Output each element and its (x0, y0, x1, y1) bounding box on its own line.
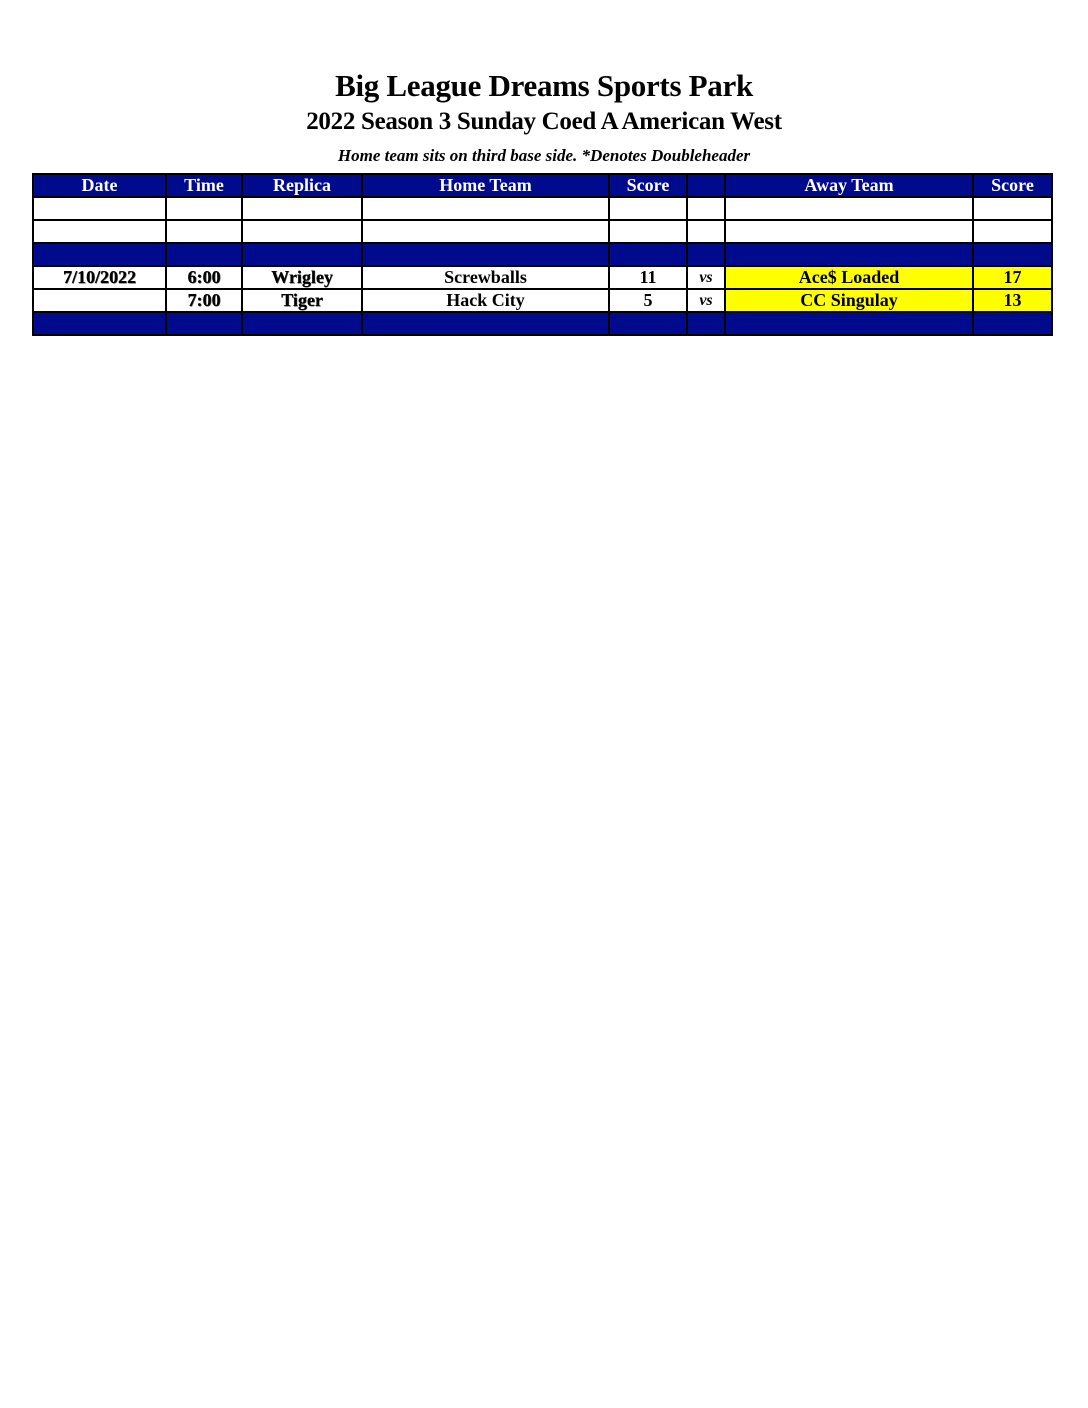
column-header-away-score: Score (973, 174, 1052, 197)
column-header-away-team: Away Team (725, 174, 973, 197)
game-date: 7/10/2022 (33, 266, 166, 289)
game-time: 6:00 (166, 266, 242, 289)
game-row (33, 266, 1052, 289)
empty-row (33, 197, 1052, 220)
column-header-date: Date (33, 174, 166, 197)
separator-row (33, 243, 1052, 266)
home-team: Hack City (362, 289, 609, 312)
column-header-home-score: Score (609, 174, 687, 197)
empty-row (33, 220, 1052, 243)
separator-row (33, 312, 1052, 335)
game-replica: Tiger (242, 289, 362, 312)
home-team: Screwballs (362, 266, 609, 289)
game-time: 7:00 (166, 289, 242, 312)
away-team: Ace$ Loaded (725, 266, 973, 289)
away-team: CC Singulay (725, 289, 973, 312)
table-header-row (33, 174, 1052, 197)
column-header-home-team: Home Team (362, 174, 609, 197)
vs-label: vs (687, 289, 725, 312)
game-date (33, 289, 166, 312)
away-score: 13 (973, 289, 1052, 312)
page-title: Big League Dreams Sports Park (335, 68, 753, 103)
away-score: 17 (973, 266, 1052, 289)
home-score: 11 (609, 266, 687, 289)
schedule-table (32, 173, 1053, 336)
home-score: 5 (609, 289, 687, 312)
schedule-note: Home team sits on third base side. *Denotes Doubleheader (337, 146, 751, 165)
game-replica: Wrigley (242, 266, 362, 289)
column-header-replica: Replica (242, 174, 362, 197)
vs-label: vs (687, 266, 725, 289)
column-header-vs (687, 174, 725, 197)
column-header-time: Time (166, 174, 242, 197)
game-row (33, 289, 1052, 312)
page-subtitle: 2022 Season 3 Sunday Coed A American West (306, 108, 782, 135)
